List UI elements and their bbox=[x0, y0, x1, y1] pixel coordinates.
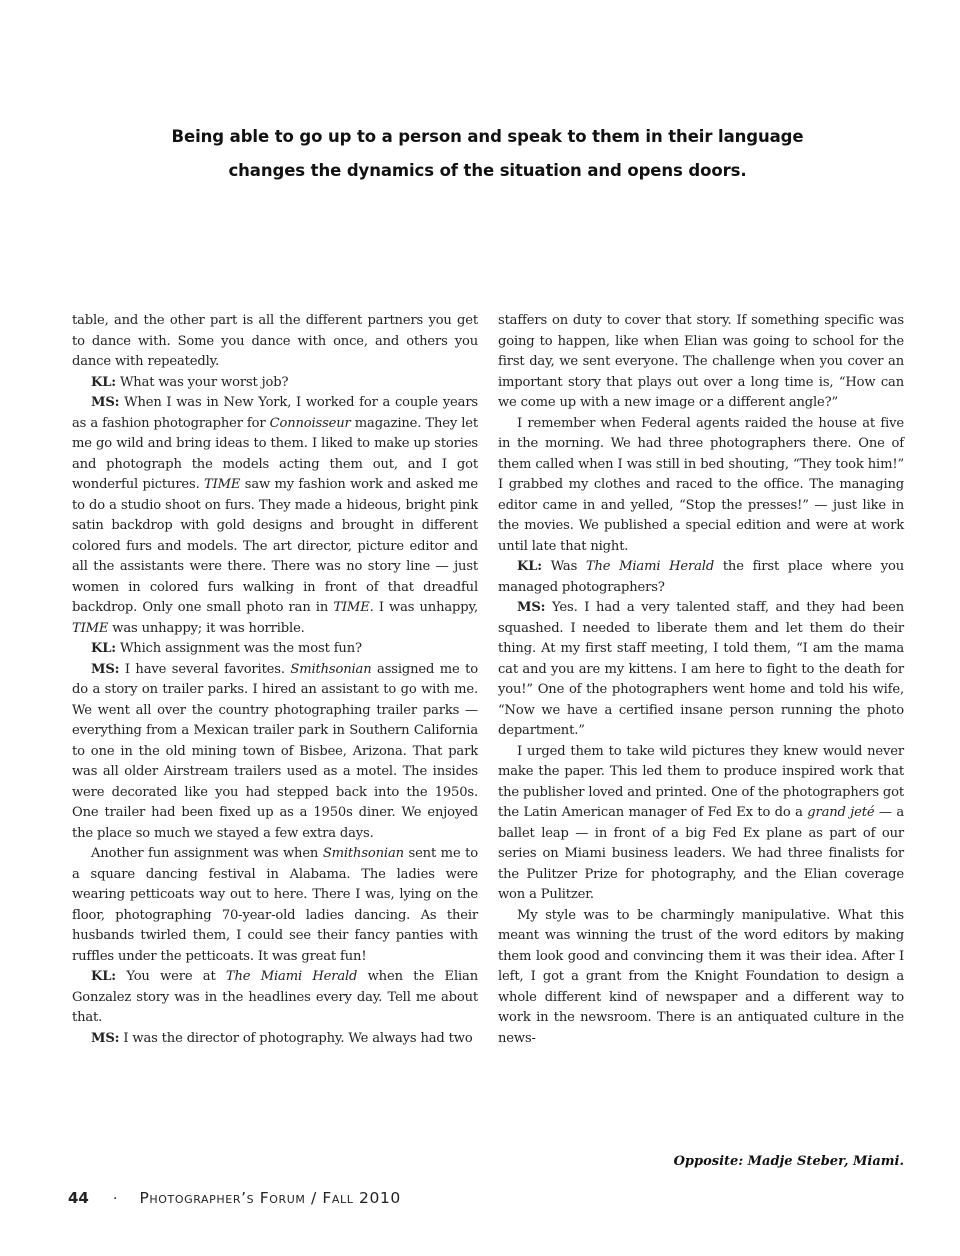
italic-text: Connoisseur bbox=[269, 415, 351, 431]
italic-text: TIME bbox=[204, 477, 241, 492]
italic-text: The Miami Herald bbox=[585, 559, 715, 574]
text-run: My style was to be charmingly manipulative. What this meant was winning the trust of the word editors by making them look good and convincing them it was their idea. After I left, I got a grant from the Knight Foundation to design a whole different kind of newspaper and a different way to work in the newsroom. There is an antiquated culture in the news- bbox=[498, 907, 904, 1046]
italic-text: grand jeté bbox=[807, 805, 875, 820]
paragraph bbox=[72, 393, 478, 639]
text-run: Another fun assignment was when bbox=[91, 846, 323, 861]
text-run: saw my fashion work and asked me to do a studio shoot on furs. They made a hideous, bright pink satin backdrop with gold designs and brought in different colored furs and models. The art director, picture editor and all the assistants were there. There was no story line — just women in colored furs walking in front of that dreadful backdrop. Only one small photo ran in bbox=[72, 477, 478, 615]
text-run: Yes. I had a very talented staff, and they had been squashed. I needed to liberate them and let them do their thing. At my first staff meeting, I told them, “I am the mama cat and you are my kittens. I am here to fight to the death for you!” One of the photographers went home and told his wife, “Now we have a certified insane person running the photo department.” bbox=[498, 600, 904, 738]
text-run: I was unhappy, bbox=[373, 600, 478, 615]
italic-text: Smithsonian bbox=[322, 846, 404, 861]
text-run: the first place where you managed photographers? bbox=[498, 559, 905, 595]
page-footer bbox=[68, 1189, 401, 1207]
paragraph bbox=[72, 660, 478, 845]
paragraph bbox=[498, 906, 904, 1050]
text-run: staffers on duty to cover that story. If something specific was going to happen, like when Elian was going to school for the first day, we sent everyone. The challenge when you cover an important story that plays out over a long time is, “How can we come up with a new image or a different angle?” bbox=[498, 313, 904, 410]
speaker-label: MS: bbox=[517, 600, 546, 615]
speaker-label: KL: bbox=[91, 641, 116, 656]
speaker-label: KL: bbox=[91, 969, 116, 984]
text-run: was unhappy; it was horrible. bbox=[108, 620, 305, 636]
pull-quote bbox=[120, 120, 855, 188]
italic-text: TIME bbox=[72, 620, 109, 636]
speaker-label: MS: bbox=[91, 395, 120, 410]
footer-separator: · bbox=[112, 1191, 118, 1207]
paragraph bbox=[498, 742, 904, 906]
paragraph bbox=[498, 557, 904, 598]
speaker-label: MS: bbox=[91, 1030, 120, 1046]
speaker-label: KL: bbox=[517, 559, 542, 574]
text-run: I have several favorites. bbox=[119, 661, 291, 677]
text-run: When I was in New York, I worked for a couple years as a fashion photographer for bbox=[72, 395, 478, 431]
paragraph bbox=[498, 598, 904, 742]
text-run: I urged them to take wild pictures they knew would never make the paper. This led them to produce inspired work that the publisher loved and printed. One of the photographers got the Latin American manager of Fed Ex to do a bbox=[498, 743, 904, 820]
paragraph bbox=[72, 639, 478, 660]
italic-text: Smithsonian bbox=[290, 661, 372, 677]
pull-quote-line-1: Being able to go up to a person and speak to them in their language bbox=[171, 127, 804, 146]
left-text-column bbox=[72, 311, 478, 1049]
paragraph bbox=[72, 1029, 478, 1050]
text-run: — a ballet leap — in front of a big Fed Ex plane as part of our series on Miami business leaders. We had three finalists for the Pulitzer Prize for photography, and the Elian coverage won a Pulitzer. bbox=[498, 805, 905, 902]
paragraph bbox=[498, 414, 904, 558]
text-run: You were at bbox=[115, 969, 226, 984]
paragraph bbox=[72, 844, 478, 967]
paragraph bbox=[72, 311, 478, 373]
text-run: magazine. They let me go wild and bring ideas to them. I liked to make up stories and photograph the models acting them out, and I got wonderful pictures. bbox=[72, 415, 478, 492]
right-text-column bbox=[498, 311, 904, 1049]
text-run: sent me to a square dancing festival in Alabama. The ladies were wearing petticoats way out to here. There I was, lying on the floor, photographing 70-year-old ladies dancing. As their husbands twirled them, I could see their fancy panties with ruffles under the petticoats. It was great fun! bbox=[72, 846, 478, 964]
text-run: assigned me to do a story on trailer parks. I hired an assistant to go with me. We went all over the country photographing trailer parks — everything from a Mexican trailer park in Southern California to one in the old mining town of Bisbee, Arizona. That park was all older Airstream trailers used as a motel. The insides were decorated like you had stepped back into the 1950s. One trailer had been fixed up as a 1950s diner. We enjoyed the place so much we stayed a few extra days. bbox=[72, 661, 478, 841]
text-run: Which assignment was the most fun? bbox=[115, 641, 362, 656]
photo-caption: Opposite: Madje Steber, Miami. bbox=[673, 1154, 904, 1169]
italic-text: The Miami Herald bbox=[225, 969, 358, 984]
text-run: table, and the other part is all the different partners you get to dance with. Some you dance with once, and others you dance with repeatedly. bbox=[72, 313, 478, 369]
text-run: What was your worst job? bbox=[115, 374, 289, 390]
speaker-label: KL: bbox=[91, 374, 116, 390]
text-run: when the Elian Gonzalez story was in the headlines every day. Tell me about that. bbox=[72, 969, 478, 1025]
publication-name: Photographer’s Forum / Fall 2010 bbox=[139, 1189, 401, 1207]
italic-text: TIME. bbox=[333, 600, 374, 615]
page-number: 44 bbox=[68, 1189, 89, 1207]
paragraph bbox=[498, 311, 904, 414]
paragraph bbox=[72, 373, 478, 394]
text-run: I was the director of photography. We always had two bbox=[119, 1030, 473, 1046]
text-run: I remember when Federal agents raided the house at five in the morning. We had three photographers there. One of them called when I was still in bed shouting, “They took him!” I grabbed my clothes and raced to the office. The managing editor came in and yelled, “Stop the presses!” — just like in the movies. We published a special edition and were at work until late that night. bbox=[498, 415, 904, 554]
paragraph bbox=[72, 967, 478, 1029]
text-run: Was bbox=[541, 559, 586, 574]
pull-quote-line-2: changes the dynamics of the situation and opens doors. bbox=[228, 161, 747, 180]
speaker-label: MS: bbox=[91, 661, 120, 677]
